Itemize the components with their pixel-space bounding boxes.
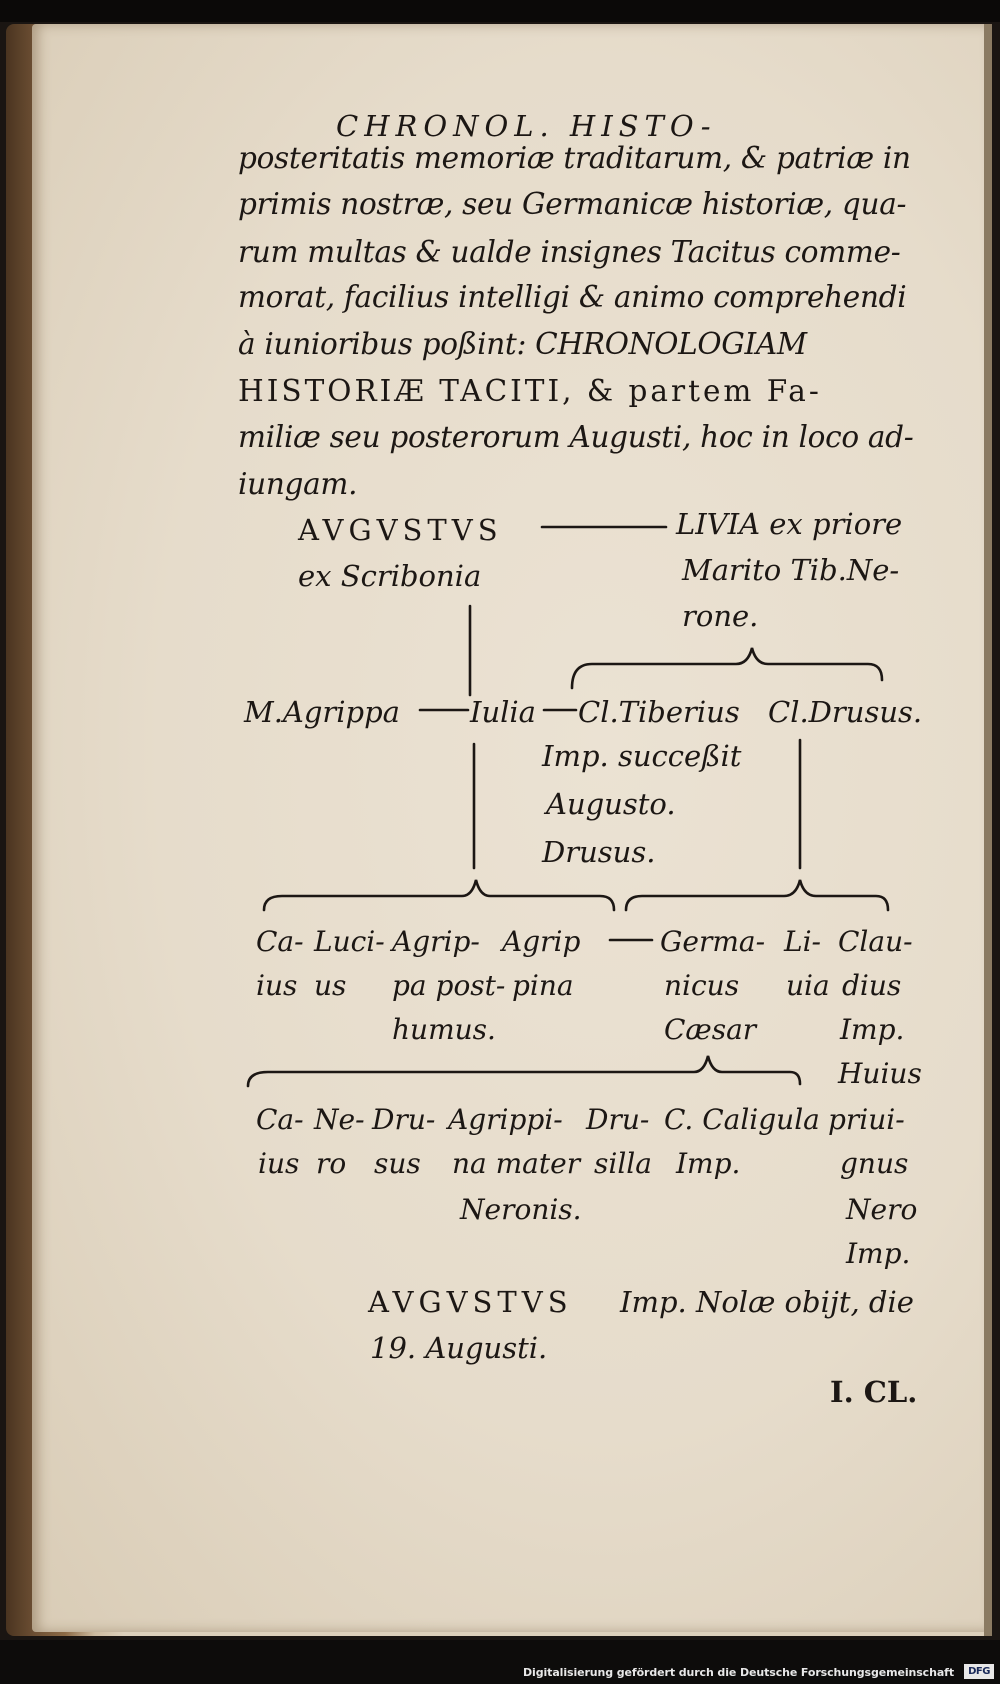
body-line-5: à iunioribus poßint: CHRONOLOGIAM (238, 327, 807, 361)
livia-line-3: rone. (682, 599, 759, 633)
gen3-cell: us (314, 969, 347, 1002)
gen3-cell: Agrip (502, 925, 581, 958)
body-line-2: primis nostræ, seu Germanicæ historiæ, qua- (238, 187, 907, 221)
body-line-8: iungam. (238, 467, 358, 501)
tiberius-line-1: Cl.Tiberius (578, 695, 740, 729)
livia-line-2: Marito Tib.Ne- (682, 553, 900, 587)
gen4-cell: priui- (828, 1103, 905, 1136)
gen3-cell: Cæsar (664, 1013, 757, 1046)
gen4-cell: sus (374, 1147, 421, 1180)
gen4-cell: Agrippi- (448, 1103, 563, 1136)
gen3-cell: Ca- (256, 925, 304, 958)
gen3-cell: ius (256, 969, 298, 1002)
iulia-name: Iulia (470, 695, 536, 729)
digitization-credit: Digitalisierung gefördert durch die Deutsche Forschungsgemeinschaft (523, 1666, 954, 1679)
gen3-cell: pa post- (392, 969, 506, 1002)
gen3-cell: nicus (664, 969, 740, 1002)
tiberius-line-4: Drusus. (542, 835, 656, 869)
gen3-cell: Li- (784, 925, 822, 958)
gen4-cell: Dru- (372, 1103, 436, 1136)
gen3-cell: Agrip- (392, 925, 480, 958)
agrippa-name: M.Agrippa (244, 695, 400, 729)
body-line-6: HISTORIÆ TACITI, & partem Fa- (238, 374, 822, 408)
gen4-cell: na mater (452, 1147, 581, 1180)
gen3-cell: dius (842, 969, 902, 1002)
tiberius-line-3: Augusto. (546, 787, 676, 821)
gen3-cell: Imp. (840, 1013, 905, 1046)
closing-line-2: 19. Augusti. (370, 1331, 548, 1365)
body-line-7: miliæ seu posterorum Augusti, hoc in loco ad- (238, 420, 914, 454)
closing-augustus: AVGVSTVS (368, 1285, 573, 1319)
gen4-cell: Neronis. (460, 1193, 582, 1226)
gen3-cell: humus. (392, 1013, 496, 1046)
page-right-edge (984, 24, 992, 1636)
gen4-cell: silla (594, 1147, 652, 1180)
drusus-name: Cl.Drusus. (768, 695, 923, 729)
dfg-logo: DFG (964, 1664, 994, 1679)
gen4-cell: gnus (840, 1147, 909, 1180)
huius-label: Huius (838, 1057, 922, 1090)
gen4-cell: Ne- (314, 1103, 365, 1136)
ex-scribonia: ex Scribonia (298, 559, 482, 593)
gen4-cell: Nero (846, 1193, 918, 1226)
signature-mark: I. CL. (830, 1375, 918, 1409)
gen3-cell: Germa- (660, 925, 766, 958)
gen3-cell: pina (512, 969, 574, 1002)
gen4-cell: C. Caligula (664, 1103, 820, 1136)
body-line-1: posteritatis memoriæ traditarum, & patriæ in (238, 141, 911, 175)
livia-line-1: LIVIA ex priore (676, 507, 903, 541)
gen4-cell: ius (258, 1147, 300, 1180)
gen4-cell: Ca- (256, 1103, 304, 1136)
body-line-4: morat, facilius intelligi & animo comprehendi (238, 280, 907, 314)
gen4-cell: Imp. (676, 1147, 741, 1180)
running-head: CHRONOL. HISTO- (336, 109, 717, 143)
gen3-cell: Clau- (838, 925, 913, 958)
gen4-cell: Dru- (586, 1103, 650, 1136)
gen4-cell: ro (316, 1147, 347, 1180)
augustus-name: AVGVSTVS (298, 513, 503, 547)
closing-line-1-rest: Imp. Nolæ obijt, die (620, 1285, 914, 1319)
scan-top-border (0, 0, 1000, 22)
tiberius-line-2: Imp. succeßit (542, 739, 742, 773)
body-line-3: rum multas & ualde insignes Tacitus comme- (238, 235, 901, 269)
gen3-cell: Luci- (314, 925, 385, 958)
gen4-cell: Imp. (846, 1237, 911, 1270)
gen3-cell: uia (786, 969, 830, 1002)
